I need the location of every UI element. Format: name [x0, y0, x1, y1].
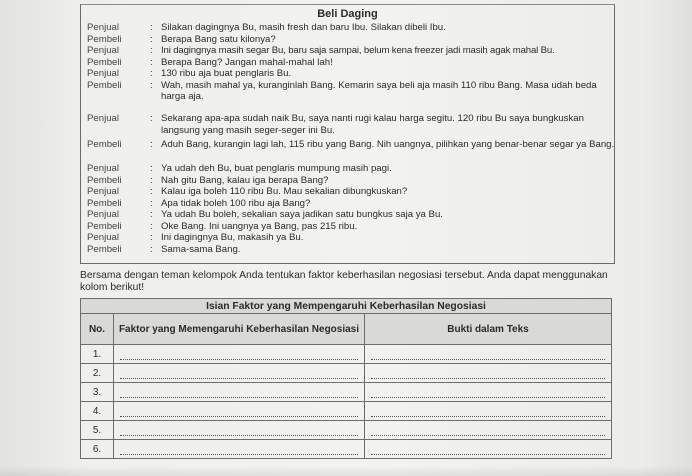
factor-blank[interactable] [114, 364, 365, 383]
utterance: Kalau iga boleh 110 ribu Bu. Mau sekalian dibungkuskan? [161, 186, 408, 197]
negotiation-factor-table [80, 298, 612, 459]
instruction-text: Bersama dengan teman kelompok Anda tentukan faktor keberhasilan negosiasi tersebut. Anda dapat menggunakan kolom berikut! [80, 270, 608, 293]
factor-blank[interactable] [114, 383, 365, 402]
row-number: 6. [81, 440, 114, 459]
factor-blank[interactable] [114, 402, 365, 421]
speaker: Penjual [87, 163, 120, 174]
utterance: Aduh Bang, kurangin lagi lah, 115 ribu yang Bang. Nih uangnya, pilihkan yang benar-benar segar ya Bang. [161, 139, 615, 150]
speaker: Pembeli [87, 243, 122, 255]
utterance: Sekarang apa-apa sudah naik Bu, saya nanti rugi kalau harga segitu. 120 ribu Bu saya bungkuskan langsung yang masih seger-seger ini Bu. [161, 113, 584, 136]
evidence-blank[interactable] [365, 364, 612, 383]
page-edge-shadow [640, 0, 692, 476]
dialogue-title: Beli Daging [317, 8, 378, 20]
speaker: Pembeli [87, 139, 122, 150]
table-row [81, 364, 612, 383]
speaker: Pembeli [87, 197, 122, 209]
speaker: Pembeli [87, 79, 122, 91]
row-number: 4. [81, 402, 114, 421]
row-number: 1. [81, 345, 114, 364]
evidence-blank[interactable] [365, 383, 612, 402]
evidence-blank[interactable] [365, 421, 612, 440]
utterance: Berapa Bang satu kilonya? [161, 33, 276, 45]
factor-blank[interactable] [114, 345, 365, 364]
utterance: Sama-sama Bang. [161, 243, 241, 255]
speaker: Penjual [87, 113, 120, 124]
speaker: Pembeli [87, 33, 122, 45]
speaker: Penjual [87, 45, 120, 56]
speaker: Pembeli [87, 220, 122, 232]
speaker: Pembeli [87, 174, 122, 186]
utterance: Ini dagingnya masih segar Bu, baru saja sampai, belum kena freezer jadi masih agak mahal Bu. [161, 45, 555, 56]
row-number: 2. [81, 364, 114, 383]
evidence-blank[interactable] [365, 440, 612, 459]
speaker: Penjual [87, 209, 120, 220]
utterance: Wah, masih mahal ya, kuranginlah Bang. Kemarin saya beli aja masih 110 ribu Bang. Masa udah beda harga aja. [161, 79, 597, 102]
column-header-factor: Faktor yang Memengaruhi Keberhasilan Negosiasi [114, 314, 365, 345]
table-row [81, 440, 612, 459]
dialogue-box: Beli Daging Penjual : Silakan dagingnya Bu, masih fresh dan baru Ibu. Silakan dibeli Ibu. Pembeli : Berapa Bang satu kilonya? Penjual : Ini dagingnya masih segar Bu, baru saja sampai, belum kena freezer jadi masih agak mahal Bu. Pembeli : Berapa Bang? Jangan mahal-mahal lah! Penjual : 130 ribu aja buat penglaris Bu. Pembeli : Wah, masih mahal ya, kuranginlah Bang. Kemarin saya beli aja masih 110 ribu Bang. Masa udah beda harga aja. Penjual : Sekarang apa-apa sudah naik Bu, saya nanti rugi kalau harga segitu. 120 ribu Bu saya bungkuskan langsung yang masih seger-seger ini Bu. Pembeli : Aduh Bang, kurangin lagi lah, 115 ribu yang Bang. Nih uangnya, pilihkan yang benar-benar segar ya Bang. Penjual : Ya udah deh Bu, buat penglaris mumpung masih pagi. Pembeli : Nah gitu Bang, kalau iga berapa Bang? Penjual : Kalau iga boleh 110 ribu Bu. Mau sekalian dibungkuskan? Pembeli : Apa tidak boleh 100 ribu aja Bang? Penjual : Ya udah Bu boleh, sekalian saya jadikan satu bungkus saja ya Bu. Pembeli : Oke Bang. Ini uangnya ya Bang, pas 215 ribu. Penjual : Ini dagingnya Bu, makasih ya Bu. Pembeli : Sama-sama Bang. [80, 4, 615, 264]
column-header-evidence: Bukti dalam Teks [365, 314, 612, 345]
table-row [81, 402, 612, 421]
table-row [81, 345, 612, 364]
utterance: Silakan dagingnya Bu, masih fresh dan baru Ibu. Silakan dibeli Ibu. [161, 22, 446, 33]
speaker: Penjual [87, 186, 120, 197]
utterance: Apa tidak boleh 100 ribu aja Bang? [161, 197, 311, 209]
speaker: Penjual [87, 68, 120, 79]
utterance: Nah gitu Bang, kalau iga berapa Bang? [161, 174, 329, 186]
factor-blank[interactable] [114, 440, 365, 459]
utterance: Ini dagingnya Bu, makasih ya Bu. [161, 232, 304, 243]
utterance: 130 ribu aja buat penglaris Bu. [161, 68, 292, 79]
row-number: 5. [81, 421, 114, 440]
table-row [81, 421, 612, 440]
speaker: Penjual [87, 22, 120, 33]
speaker: Penjual [87, 232, 120, 243]
factor-blank[interactable] [114, 421, 365, 440]
utterance: Ya udah Bu boleh, sekalian saya jadikan satu bungkus saja ya Bu. [161, 209, 443, 220]
evidence-blank[interactable] [365, 345, 612, 364]
speaker: Pembeli [87, 56, 122, 68]
column-header-no: No. [81, 314, 114, 345]
table-row [81, 383, 612, 402]
utterance: Oke Bang. Ini uangnya ya Bang, pas 215 ribu. [161, 220, 358, 232]
table-title: Isian Faktor yang Mempengaruhi Keberhasilan Negosiasi [81, 299, 612, 314]
utterance: Berapa Bang? Jangan mahal-mahal lah! [161, 56, 333, 68]
utterance: Ya udah deh Bu, buat penglaris mumpung masih pagi. [161, 163, 392, 174]
evidence-blank[interactable] [365, 402, 612, 421]
row-number: 3. [81, 383, 114, 402]
page-bottom-shadow [0, 466, 692, 476]
